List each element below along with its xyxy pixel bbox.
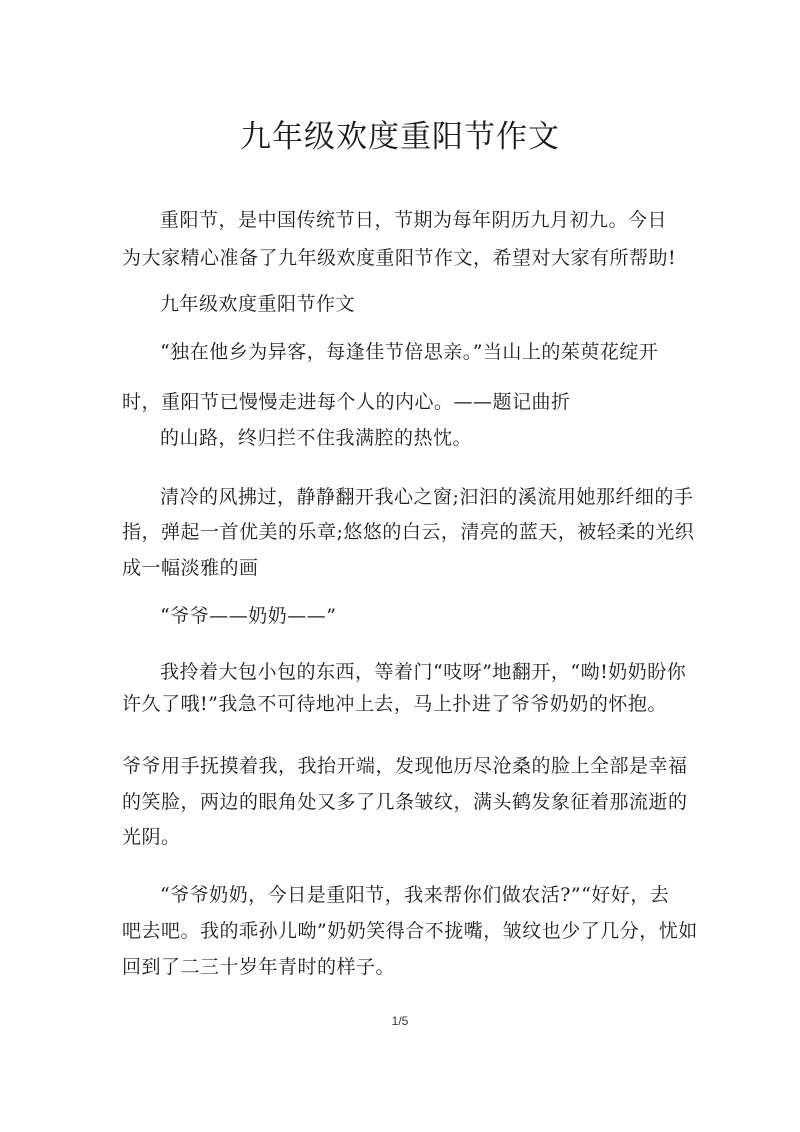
text-line: 重阳节，是中国传统节日，节期为每年阴历九月初九。今日 xyxy=(160,209,668,231)
text-line: “独在他乡为异客，每逢佳节倍思亲。”当山上的茱萸花绽开 xyxy=(160,341,659,363)
text-line: 指，弹起一首优美的乐章;悠悠的白云，清亮的蓝天，被轻柔的光织 xyxy=(122,521,695,543)
text-line: 许久了哦!”我急不可待地冲上去，马上扑进了爷爷奶奶的怀抱。 xyxy=(122,693,667,715)
text-line: 为大家精心准备了九年级欢度重阳节作文，希望对大家有所帮助! xyxy=(122,247,677,269)
text-line: 爷爷用手抚摸着我，我抬开端，发现他历尽沧桑的脸上全部是幸福 xyxy=(122,755,688,777)
text-line: 的笑脸，两边的眼角处又多了几条皱纹，满头鹤发象征着那流逝的 xyxy=(122,791,688,813)
section-heading: 九年级欢度重阳节作文 xyxy=(160,293,356,315)
text-line: 的山路，终归拦不住我满腔的热忱。 xyxy=(160,427,473,449)
text-line: 光阴。 xyxy=(122,826,181,848)
text-line: 成一幅淡雅的画 xyxy=(122,557,259,579)
text-line: 清冷的风拂过，静静翻开我心之窗;汩汩的溪流用她那纤细的手 xyxy=(160,486,694,508)
text-line: 回到了二三十岁年青时的样子。 xyxy=(122,956,396,978)
document-title: 九年级欢度重阳节作文 xyxy=(240,119,560,155)
text-line: 我拎着大包小包的东西，等着门“吱呀”地翻开，“呦!奶奶盼你 xyxy=(160,661,687,683)
text-line: 吧去吧。我的乖孙儿呦”奶奶笑得合不拢嘴，皱纹也少了几分，忧如 xyxy=(122,920,698,942)
text-line: “爷爷——奶奶——” xyxy=(160,605,337,627)
page-number: 1/5 xyxy=(391,1014,409,1028)
text-line: 时，重阳节已慢慢走进每个人的内心。——题记曲折 xyxy=(122,391,571,413)
text-line: “爷爷奶奶，今日是重阳节，我来帮你们做农活?”“好好，去 xyxy=(160,884,670,906)
